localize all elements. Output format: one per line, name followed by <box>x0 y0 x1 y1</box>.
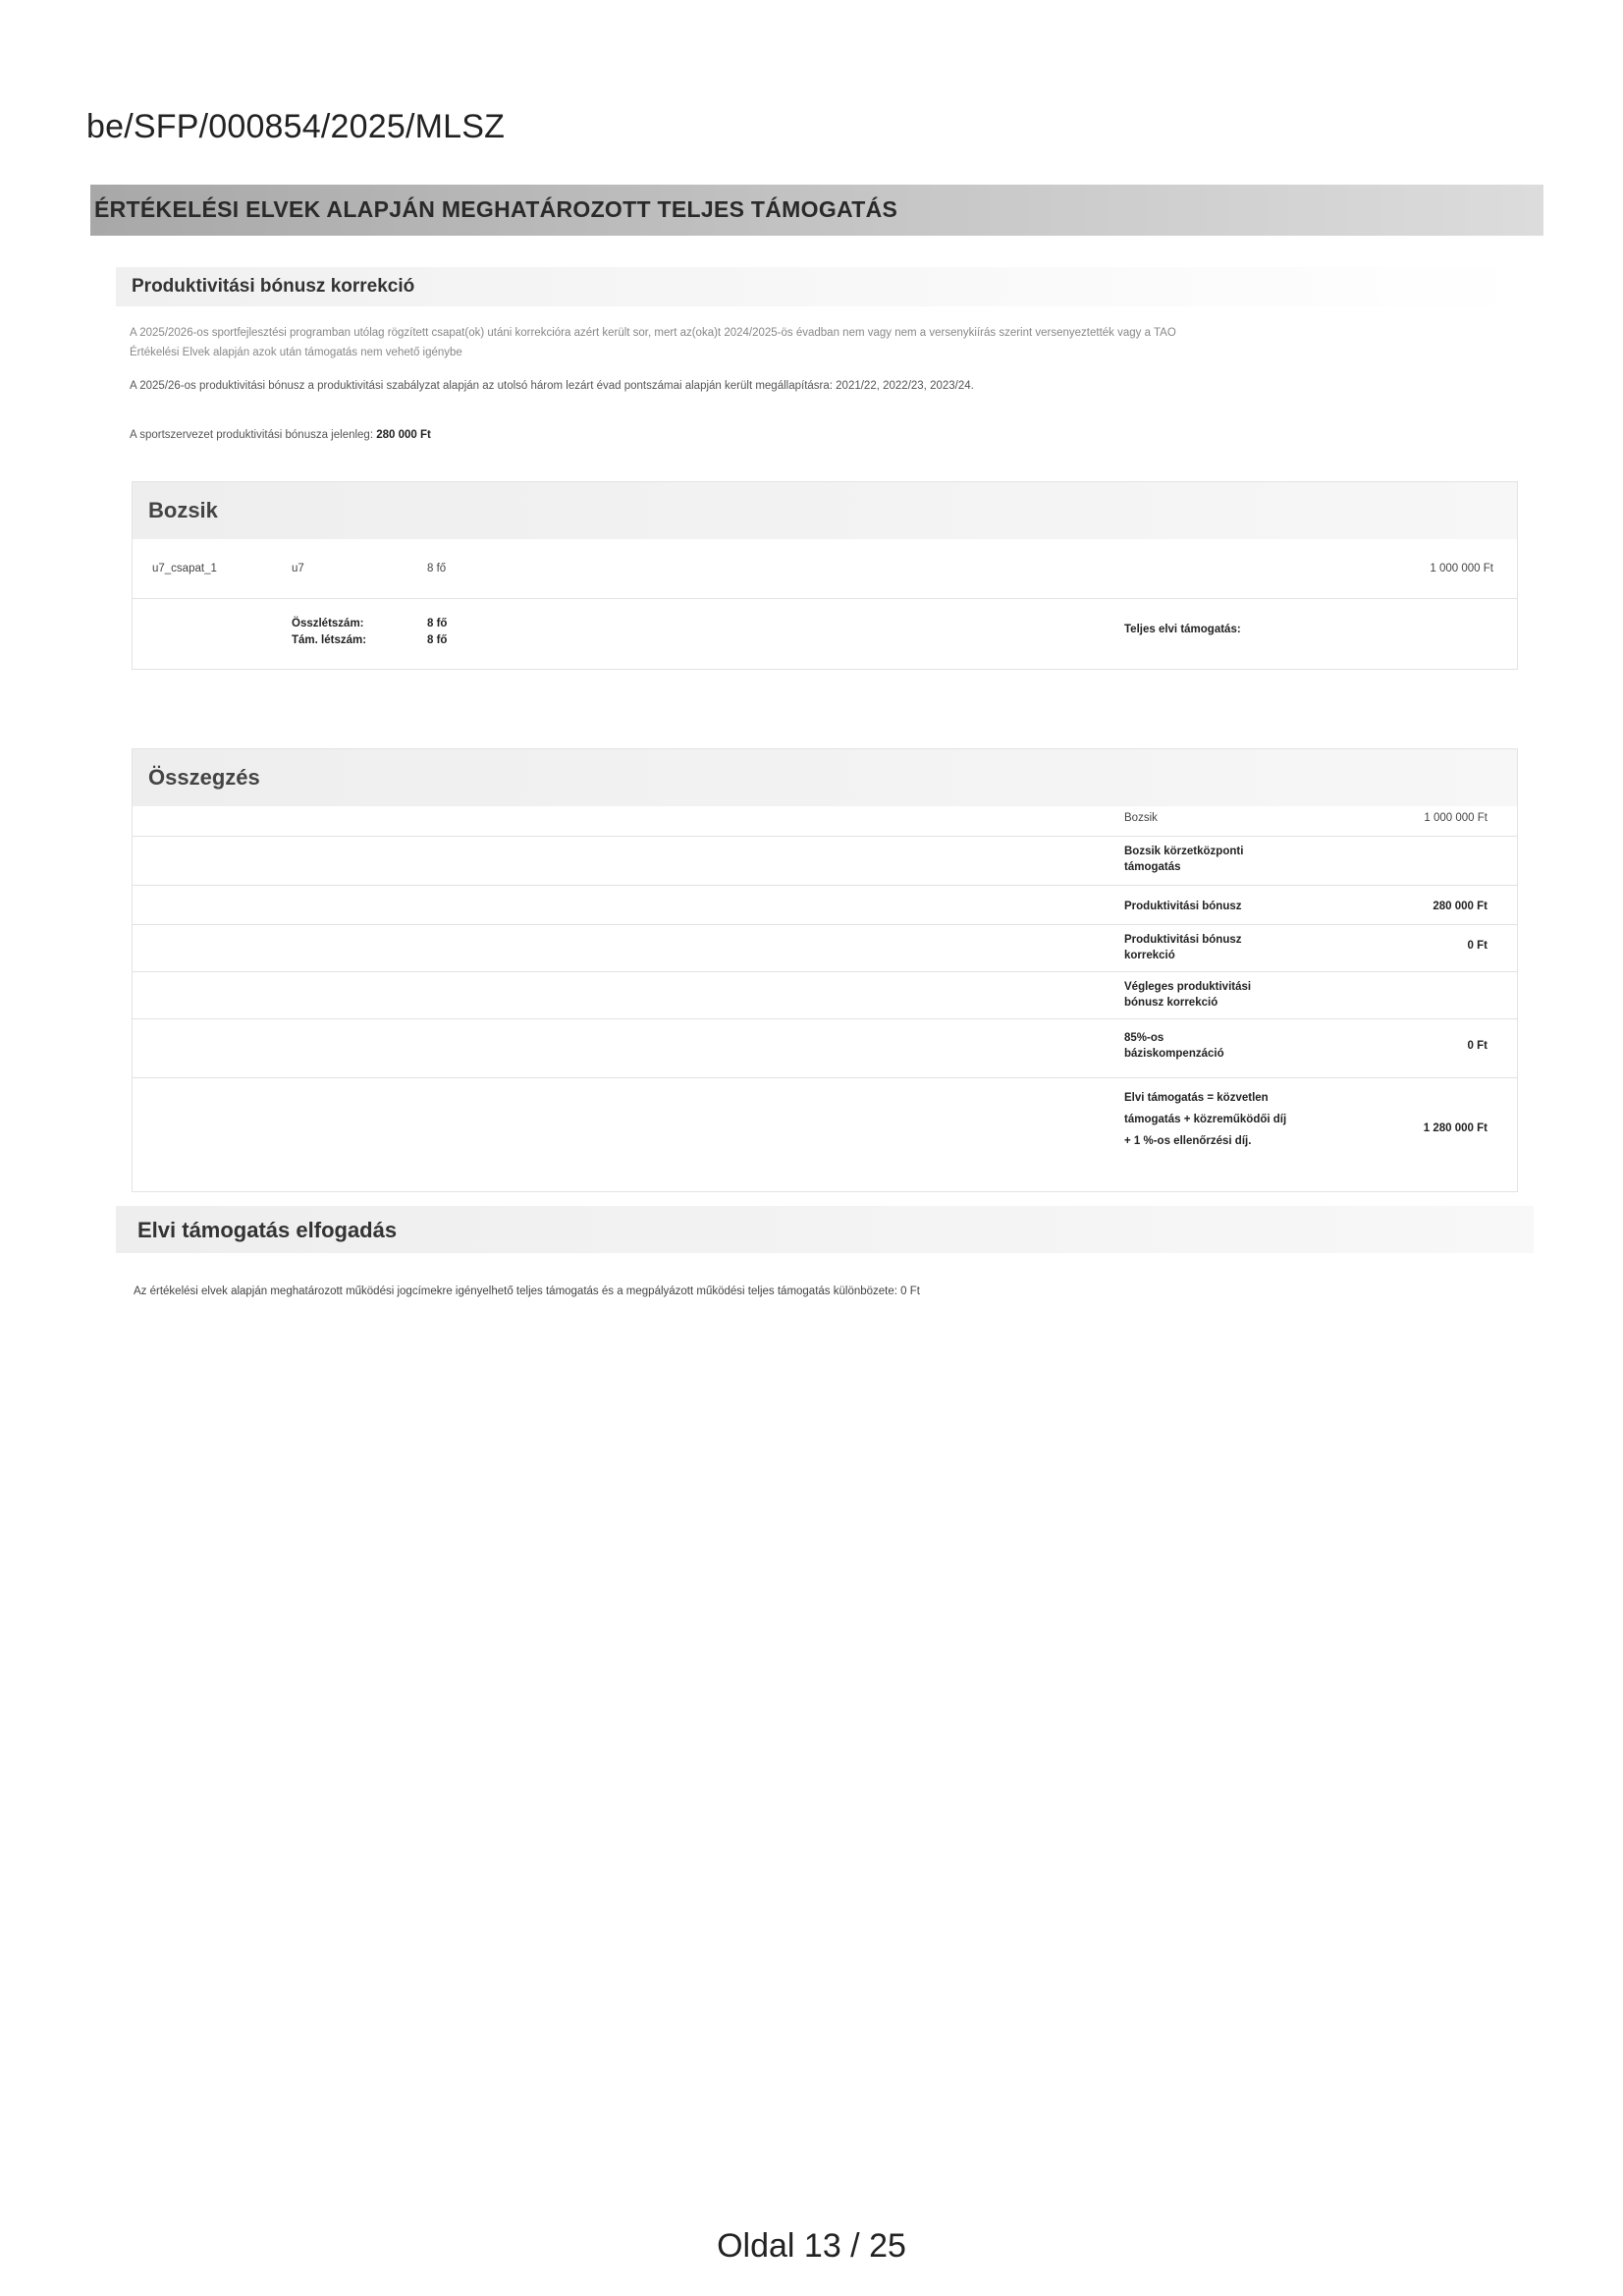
summary-row-value: 280 000 Ft <box>1433 901 1488 912</box>
tam-letszam-label: Tám. létszám: <box>292 634 367 646</box>
summary-row-value: 0 Ft <box>1467 940 1488 952</box>
summary-row-label: Elvi támogatás = közvetlen támogatás + közreműködői díj + 1 %-os ellenőrzési díj. <box>1124 1092 1287 1147</box>
main-section-header <box>90 185 1543 236</box>
correction-note-line-2: Értékelési Elvek alapján azok után támogatás nem vehető igénybe <box>130 347 462 358</box>
summary-title: Összegzés <box>148 765 260 790</box>
summary-row-label: Produktivitási bónusz <box>1124 901 1242 912</box>
row-divider <box>133 598 1517 599</box>
summary-row-value: 0 Ft <box>1467 1040 1488 1052</box>
osszletszam-label: Összlétszám: <box>292 618 364 629</box>
bozsik-panel <box>132 481 1518 670</box>
acceptance-title: Elvi támogatás elfogadás <box>137 1218 398 1242</box>
bozsik-panel-header <box>133 482 1517 539</box>
osszletszam-value: 8 fő <box>427 618 448 629</box>
row-divider <box>133 1077 1517 1078</box>
row-divider <box>133 971 1517 972</box>
summary-row-label: Végleges produktivitási bónusz korrekció <box>1124 981 1252 1009</box>
document-id: be/SFP/000854/2025/MLSZ <box>86 108 506 145</box>
summary-row-label: Produktivitási bónusz korrekció <box>1124 934 1242 961</box>
row-divider <box>133 924 1517 925</box>
summary-row-label: Bozsik körzetközponti támogatás <box>1124 846 1244 873</box>
summary-row-value: 1 000 000 Ft <box>1424 812 1488 824</box>
team-amount: 1 000 000 Ft <box>1430 563 1493 574</box>
correction-note-line-1: A 2025/2026-os sportfejlesztési programban utólag rögzített csapat(ok) utáni korrekcióra azért került sor, mert az(oka)t 2024/2025-ös évadban nem vagy nem a versenykiírás szerint versenyeztették vagy a TAO <box>130 327 1176 339</box>
row-divider <box>133 1018 1517 1019</box>
team-age-group: u7 <box>292 563 304 574</box>
team-name: u7_csapat_1 <box>152 563 217 574</box>
summary-panel <box>132 748 1518 1192</box>
summary-row-label: 85%-os báziskompenzáció <box>1124 1032 1224 1060</box>
summary-row-label: Bozsik <box>1124 812 1158 824</box>
acceptance-section-header <box>116 1206 1534 1253</box>
team-headcount: 8 fő <box>427 563 447 574</box>
bonus-basis-text: A 2025/26-os produktivitási bónusz a produktivitási szabályzat alapján az utolsó három lezárt évad pontszámai alapján került megállapításra: 2021/22, 2022/23, 2023/24. <box>130 380 974 392</box>
main-section-title: ÉRTÉKELÉSI ELVEK ALAPJÁN MEGHATÁROZOTT TELJES TÁMOGATÁS <box>94 196 898 222</box>
current-bonus-value: 280 000 Ft <box>376 429 431 441</box>
subsection-title: Produktivitási bónusz korrekció <box>132 276 415 297</box>
tam-letszam-value: 8 fő <box>427 634 448 646</box>
current-bonus-label: A sportszervezet produktivitási bónusza jelenleg: <box>130 429 374 441</box>
summary-row-value: 1 280 000 Ft <box>1423 1122 1488 1134</box>
summary-panel-header <box>133 749 1517 806</box>
bozsik-title: Bozsik <box>148 498 218 522</box>
current-bonus-text <box>130 426 431 445</box>
acceptance-text: Az értékelési elvek alapján meghatározott működési jogcímekre igényelhető teljes támogatás és a megpályázott működési teljes támogatás különbözete: 0 Ft <box>134 1285 920 1297</box>
page-number: Oldal 13 / 25 <box>717 2227 906 2265</box>
subsection-header <box>116 267 1534 306</box>
row-divider <box>133 836 1517 837</box>
row-divider <box>133 885 1517 886</box>
teljes-elvi-tamogatas-label: Teljes elvi támogatás: <box>1124 624 1241 635</box>
